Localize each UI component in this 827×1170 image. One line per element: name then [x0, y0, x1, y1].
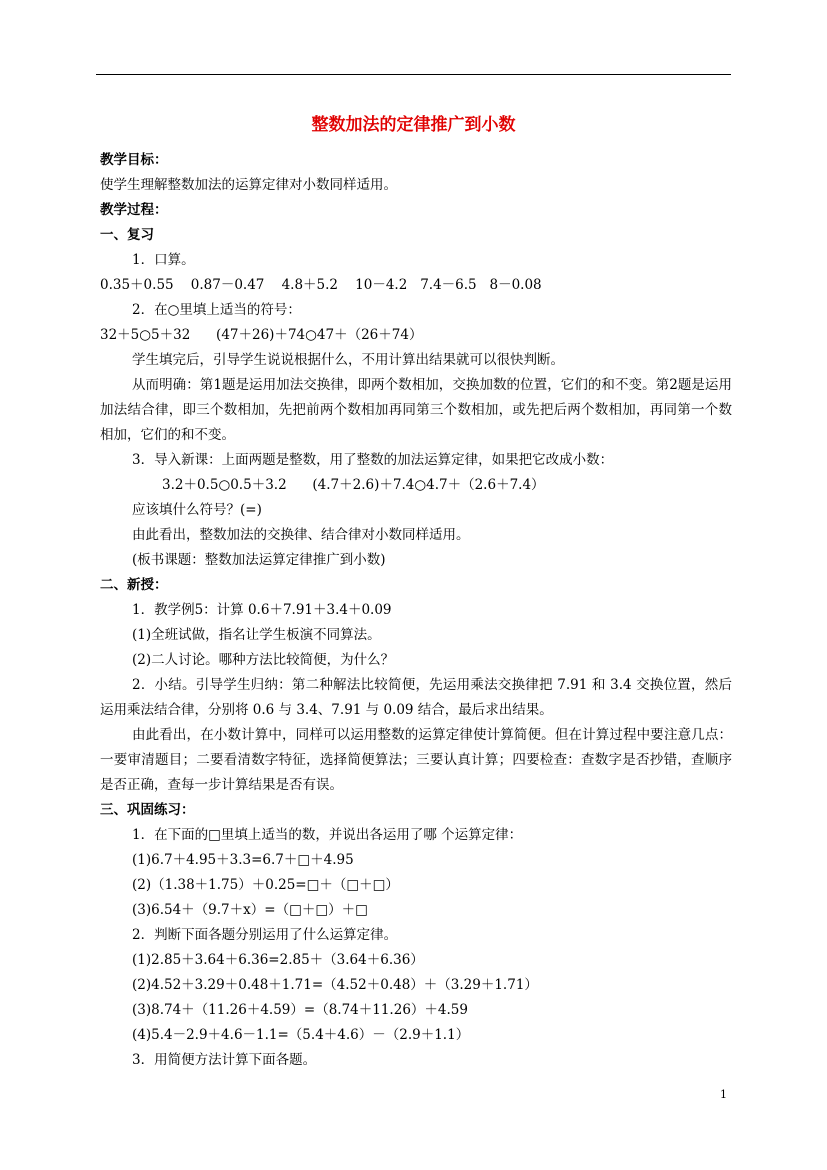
paragraph: (3)6.54＋（9.7＋x）=（□＋□）＋□ — [132, 902, 368, 918]
paragraph: (2)二人讨论。哪种方法比较简便，为什么？ — [132, 652, 395, 668]
paragraph: (2)（1.38＋1.75）＋0.25=□＋（□＋□） — [132, 877, 399, 893]
paragraph: 1．口算。 — [132, 252, 195, 268]
paragraph: 2．判断下面各题分别运用了什么运算定律。 — [132, 927, 398, 943]
paragraph: 从而明确：第1题是运用加法交换律，即两个数相加，交换加数的位置，它们的和不变。第2题是运用加法结合律，即三个数相加，先把前两个数相加再同第三个数相加，或先把后两个数相加，再同第一个数相加，它们的和不变。 — [100, 377, 732, 443]
page-number: 1 — [720, 1088, 727, 1101]
paragraph: (板书课题：整数加法运算定律推广到小数) — [132, 552, 386, 568]
section-heading: 教学目标： — [100, 152, 168, 168]
paragraph: 1．教学例5：计算 0.6＋7.91＋3.4＋0.09 — [132, 602, 392, 618]
paragraph: 3.2＋0.5○0.5＋3.2 (4.7＋2.6)＋7.4○4.7＋（2.6＋7.4） — [162, 477, 545, 493]
paragraph: (1)2.85＋3.64＋6.36=2.85＋（3.64＋6.36） — [132, 952, 424, 968]
document-title: 整数加法的定律推广到小数 — [311, 115, 516, 135]
paragraph: (1)全班试做，指名让学生板演不同算法。 — [132, 627, 381, 643]
paragraph: 由此看出，整数加法的交换律、结合律对小数同样适用。 — [132, 527, 470, 543]
paragraph: 0.35＋0.55 0.87－0.47 4.8＋5.2 10－4.2 7.4－6.5 8－0.08 — [100, 277, 542, 293]
section-heading: 教学过程： — [100, 202, 168, 218]
paragraph: 应该填什么符号？(=) — [132, 502, 262, 518]
document-body — [100, 148, 732, 1073]
paragraph: 使学生理解整数加法的运算定律对小数同样适用。 — [100, 177, 397, 193]
paragraph: (2)4.52＋3.29＋0.48＋1.71=（4.52＋0.48）＋（3.29＋1.71） — [132, 977, 538, 993]
paragraph: 3．用简便方法计算下面各题。 — [132, 1052, 317, 1068]
paragraph: 32＋5○5＋32 (47＋26)＋74○47＋（26＋74） — [100, 327, 423, 343]
paragraph: 2．在○里填上适当的符号： — [132, 302, 301, 318]
paragraph: 3．导入新课：上面两题是整数，用了整数的加法运算定律，如果把它改成小数： — [132, 452, 614, 468]
paragraph: (3)8.74＋（11.26＋4.59）=（8.74＋11.26）＋4.59 — [132, 1002, 468, 1018]
paragraph: (1)6.7＋4.95＋3.3=6.7＋□＋4.95 — [132, 852, 354, 868]
paragraph: 2．小结。引导学生归纳：第二种解法比较简便，先运用乘法交换律把 7.91 和 3.4 交换位置，然后运用乘法结合律，分别将 0.6 与 3.4、7.91 与 0.09 结合，最后求出结果。 — [100, 677, 732, 718]
paragraph: 1．在下面的□里填上适当的数，并说出各运用了哪 个运算定律： — [132, 827, 523, 843]
header-rule — [96, 74, 731, 75]
paragraph: 由此看出，在小数计算中，同样可以运用整数的运算定律使计算简便。但在计算过程中要注意几点：一要审清题目；二要看清数字特征，选择简便算法；三要认真计算；四要检查：查数字是否抄错，查顺序是否正确，查每一步计算结果是否有误。 — [100, 727, 732, 793]
section-heading: 三、巩固练习： — [100, 802, 195, 818]
paragraph: 学生填完后，引导学生说说根据什么，不用计算出结果就可以很快判断。 — [132, 352, 564, 368]
paragraph: (4)5.4－2.9＋4.6－1.1=（5.4＋4.6）－（2.9＋1.1） — [132, 1027, 470, 1043]
section-heading: 二、新授： — [100, 577, 168, 593]
section-heading: 一、复习 — [100, 227, 154, 243]
